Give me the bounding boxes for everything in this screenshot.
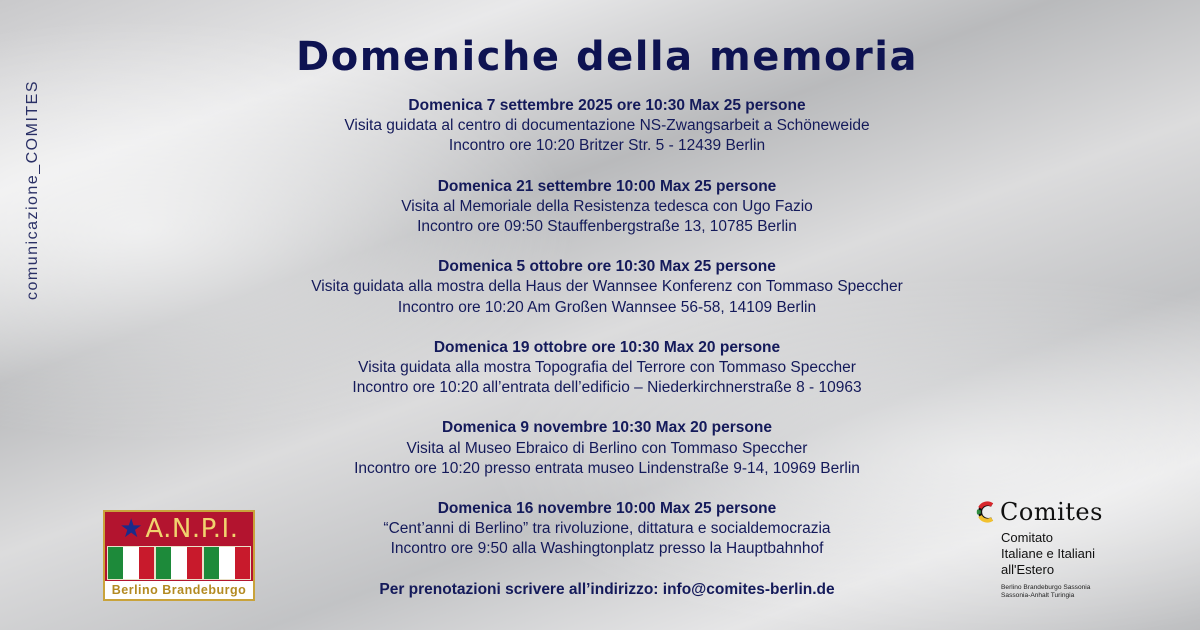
event-item bbox=[250, 418, 964, 479]
event-item bbox=[250, 96, 964, 157]
event-meeting-point: Incontro ore 10:20 presso entrata museo Lindenstraße 9-14, 10969 Berlin bbox=[354, 459, 860, 477]
comites-logo-region bbox=[1001, 584, 1136, 600]
event-description: Visita al Memoriale della Resistenza tedesca con Ugo Fazio bbox=[401, 197, 813, 215]
event-meeting-point: Incontro ore 10:20 Am Großen Wannsee 56-58, 14109 Berlin bbox=[397, 298, 817, 316]
comites-region-line: Berlino Brandeburgo Sassonia bbox=[1001, 584, 1091, 591]
event-description: Visita guidata alla mostra della Haus der Wannsee Konferenz con Tommaso Speccher bbox=[311, 278, 903, 296]
event-meeting-point: Incontro ore 10:20 Britzer Str. 5 - 12439 Berlin bbox=[448, 137, 766, 155]
booking-note: Per prenotazioni scrivere all’indirizzo: info@comites-berlin.de bbox=[379, 580, 835, 598]
event-meeting-point: Incontro ore 10:20 all’entrata dell’edificio – Niederkirchnerstraße 8 - 10963 bbox=[352, 379, 862, 397]
event-heading: Domenica 9 novembre 10:30 Max 20 persone bbox=[442, 419, 772, 437]
comites-logo bbox=[976, 498, 1136, 600]
italian-flag-icon bbox=[107, 546, 155, 580]
event-list bbox=[250, 96, 964, 600]
event-meeting-point: Incontro ore 9:50 alla Washingtonplatz presso la Hauptbahnhof bbox=[390, 540, 824, 558]
comites-logo-name: Comites bbox=[1000, 498, 1103, 526]
anpi-logo-region: Berlino Brandeburgo bbox=[105, 581, 253, 599]
comites-subtitle-line: Italiane e Italiani bbox=[1001, 546, 1095, 561]
event-meeting-point: Incontro ore 09:50 Stauffenbergstraße 13, 10785 Berlin bbox=[417, 218, 797, 236]
side-label: comunicazione_COMITES bbox=[24, 79, 41, 301]
anpi-logo-name: A.N.P.I. bbox=[145, 513, 239, 544]
page-title: Domeniche della memoria bbox=[296, 34, 918, 80]
italian-flag-icon bbox=[155, 546, 203, 580]
event-description: Visita guidata alla mostra Topografia del Terrore con Tommaso Speccher bbox=[358, 359, 856, 377]
comites-c-icon bbox=[976, 500, 996, 524]
event-item bbox=[250, 257, 964, 318]
event-heading: Domenica 21 settembre 10:00 Max 25 persone bbox=[437, 177, 777, 195]
event-heading: Domenica 16 novembre 10:00 Max 25 persone bbox=[437, 500, 777, 518]
event-heading: Domenica 19 ottobre ore 10:30 Max 20 persone bbox=[433, 338, 781, 356]
event-description: Visita guidata al centro di documentazione NS-Zwangsarbeit a Schöneweide bbox=[344, 117, 870, 135]
event-item bbox=[250, 177, 964, 238]
comites-region-line: Sassonia-Anhalt Turingia bbox=[1001, 592, 1075, 599]
event-heading: Domenica 5 ottobre ore 10:30 Max 25 persone bbox=[438, 258, 776, 276]
anpi-logo-flags bbox=[105, 545, 253, 581]
star-icon: ★ bbox=[119, 513, 144, 544]
anpi-logo bbox=[103, 510, 255, 601]
comites-subtitle-line: Comitato bbox=[1001, 530, 1054, 545]
event-heading: Domenica 7 settembre 2025 ore 10:30 Max 25 persone bbox=[408, 97, 806, 114]
comites-subtitle-line: all'Estero bbox=[1001, 562, 1055, 577]
event-description: Visita al Museo Ebraico di Berlino con Tommaso Speccher bbox=[406, 439, 808, 457]
event-description: “Cent’anni di Berlino” tra rivoluzione, dittatura e socialdemocrazia bbox=[383, 520, 831, 538]
event-item bbox=[250, 338, 964, 399]
event-item bbox=[250, 499, 964, 560]
comites-logo-subtitle bbox=[1001, 530, 1136, 578]
italian-flag-icon bbox=[203, 546, 251, 580]
anpi-logo-header bbox=[105, 512, 253, 545]
